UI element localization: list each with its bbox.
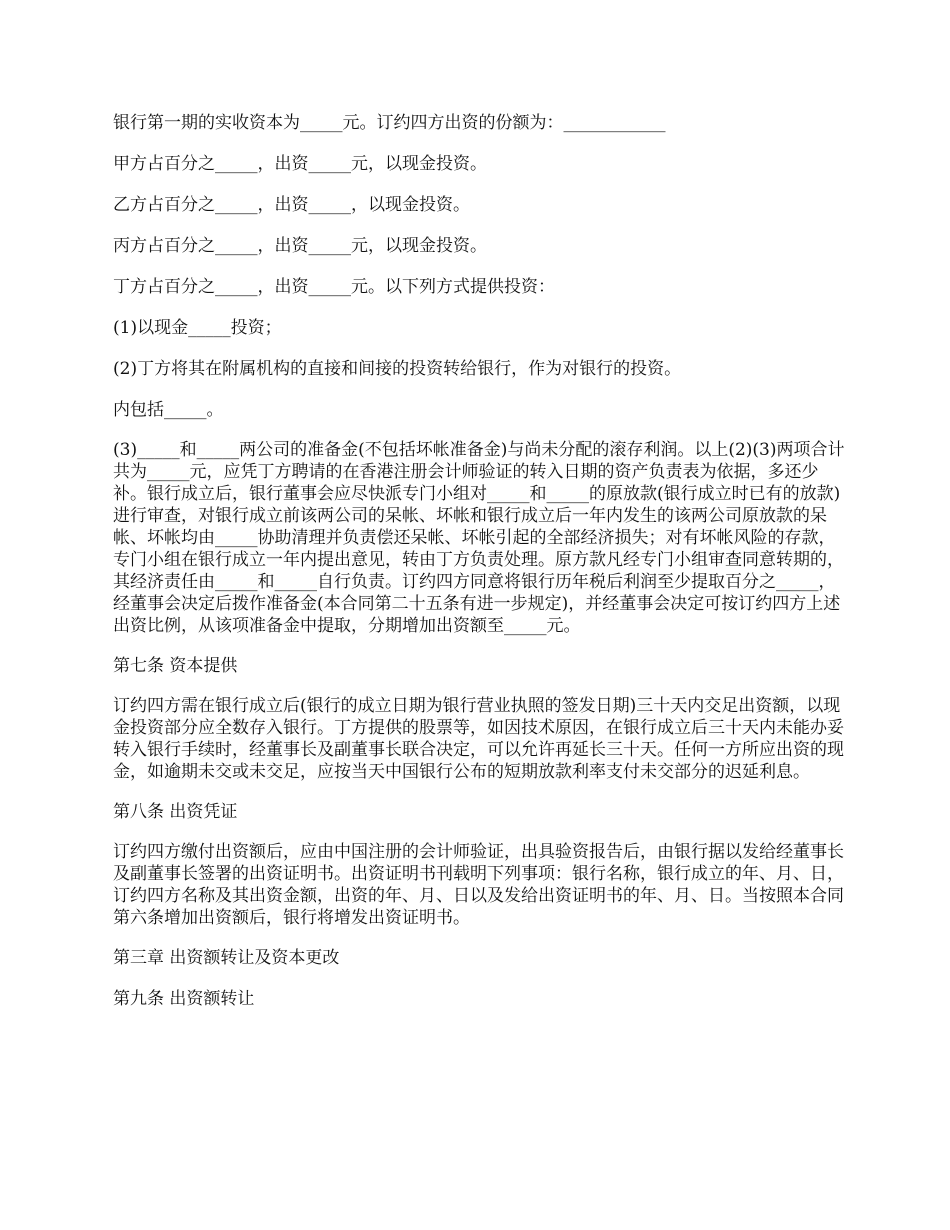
paragraph-item-1: (1)以现金_____投资； [113, 318, 282, 338]
paragraph-party-d-share: 丁方占百分之_____，出资_____元。以下列方式提供投资： [113, 277, 555, 297]
paragraph-contribution-certificate: 订约四方缴付出资额后，应由中国注册的会计师验证，出具验资报告后，由银行据以发给经董事长及副董事长签署的出资证明书。出资证明书刊载明下列事项：银行名称，银行成立的年、月、日，订约四方名称及其出资金额，出资的年、月、日以及发给出资证明书的年、月、日。当按照本合同第六条增加出资额后，银行将增发出资证明书。 [113, 842, 844, 928]
paragraph-party-c-share: 丙方占百分之_____，出资_____元，以现金投资。 [113, 236, 487, 256]
paragraph-capital-provision: 订约四方需在银行成立后(银行的成立日期为银行营业执照的签发日期)三十天内交足出资额，以现金投资部分应全数存入银行。丁方提供的股票等，如因技术原因，在银行成立后三十天内未能办妥转入银行手续时，经董事长及副董事长联合决定，可以允许再延长三十天。任何一方所应出资的现金，如逾期未交或未交足，应按当天中国银行公布的短期放款利率支付未交部分的迟延利息。 [113, 696, 844, 782]
article-7-heading: 第七条 资本提供 [113, 656, 238, 676]
article-9-heading: 第九条 出资额转让 [113, 989, 255, 1009]
paragraph-includes: 内包括_____。 [113, 400, 224, 420]
paragraph-party-b-share: 乙方占百分之_____，出资_____，以现金投资。 [113, 195, 470, 215]
article-8-heading: 第八条 出资凭证 [113, 802, 238, 822]
paragraph-first-phase-capital: 银行第一期的实收资本为_____元。订约四方出资的份额为：____________ [113, 113, 666, 133]
paragraph-party-a-share: 甲方占百分之_____，出资_____元，以现金投资。 [113, 154, 487, 174]
paragraph-item-2: (2)丁方将其在附属机构的直接和间接的投资转给银行，作为对银行的投资。 [113, 359, 682, 379]
document-body [113, 111, 845, 1028]
paragraph-item-3: (3)_____和_____两公司的准备金(不包括坏帐准备金)与尚未分配的滚存利润。以上(2)(3)两项合计共为_____元，应凭丁方聘请的在香港注册会计师验证的转入日期的资产负责表为依据，多还少补。银行成立后，银行董事会应尽快派专门小组对_____和_____的原放款(银行成立时已有的放款)进行审查，对银行成立前该两公司的呆帐、坏帐和银行成立后一年内发生的该两公司原放款的呆帐、坏帐均由_____协助清理并负责偿还呆帐、坏帐引起的全部经济损失；对有坏帐风险的存款，专门小组在银行成立一年内提出意见，转由丁方负责处理。原方款凡经专门小组审查同意转期的，其经济责任由_____和_____自行负责。订约四方同意将银行历年税后利润至少提取百分之_____，经董事会决定后拨作准备金(本合同第二十五条有进一步规定)，并经董事会决定可按订约四方上述出资比例，从该项准备金中提取，分期增加出资额至_____元。 [113, 440, 845, 636]
chapter-3-heading: 第三章 出资额转让及资本更改 [113, 948, 340, 968]
